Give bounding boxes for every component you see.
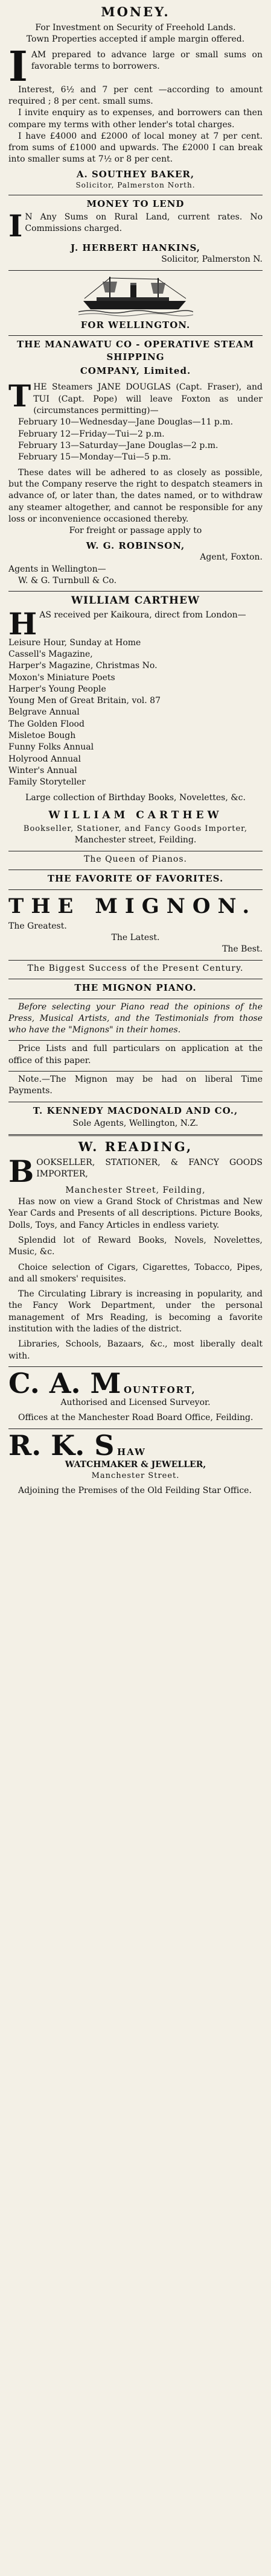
- sailing-item: February 13—Saturday—Jane Douglas—2 p.m.: [18, 441, 218, 451]
- mountfort-advert: [8, 1369, 263, 1424]
- mignon-tag-2: The Latest.: [111, 932, 160, 942]
- reading-body-3: Choice selection of Cigars, Cigarettes, Tobacco, Pipes, and all smokers' requisites.: [8, 1262, 263, 1284]
- sailing-schedule: [8, 417, 263, 463]
- reading-body-1: Has now on view a Grand Stock of Christmas and New Year Cards and Presents of all descriptions. Picture Books, Dolls, Toys, and Fancy Articles in endless variety.: [8, 1196, 263, 1230]
- sailing-item: February 10—Wednesday—Jane Douglas—11 p.m.: [18, 417, 234, 428]
- wellington-agent: W. G. ROBINSON,: [86, 540, 185, 551]
- wellington-agent-sub: Agent, Foxton.: [200, 552, 263, 563]
- reading-body-5: Libraries, Schools, Bazaars, &c., most liberally dealt with.: [8, 1339, 263, 1361]
- money-signer: A. SOUTHEY BAKER,: [76, 168, 195, 180]
- wellington-company-1: THE MANAWATU CO - OPERATIVE STEAM SHIPPING: [17, 339, 254, 363]
- lend-signer: J. HERBERT HANKINS,: [71, 242, 200, 253]
- mignon-piano-heading: THE MIGNON PIANO.: [74, 982, 197, 993]
- mountfort-initials: C. A. M: [8, 1367, 121, 1400]
- list-item: Family Storyteller: [8, 777, 86, 788]
- list-item: Harper's Magazine, Christmas No.: [8, 661, 158, 671]
- shaw-line: Adjoining the Premises of the Old Feilding Star Office.: [18, 1485, 252, 1495]
- sailing-item: February 12—Friday—Tui—2 p.m.: [18, 429, 165, 439]
- mignon-note: Note.—The Mignon may be had on liberal Time Payments.: [8, 1075, 263, 1096]
- reading-heading: W. READING,: [78, 1138, 193, 1154]
- lend-body: N Any Sums on Rural Land, current rates. No Commissions charged.: [25, 212, 263, 234]
- lend-advert: [8, 198, 263, 266]
- reading-advert: [8, 1138, 263, 1362]
- list-item: Misletoe Bough: [8, 731, 76, 741]
- mignon-success: The Biggest Success of the Present Century.: [27, 963, 244, 973]
- divider: [8, 270, 263, 271]
- divider: [8, 591, 263, 592]
- money-dropcap: I: [8, 42, 28, 91]
- wellington-agents-label: Agents in Wellington—: [8, 564, 106, 574]
- sailing-item: February 15—Monday—Tui—5 p.m.: [18, 452, 171, 462]
- shaw-advert: [8, 1428, 263, 1497]
- mignon-price: Price Lists and full particulars on application at the office of this paper.: [8, 1044, 263, 1065]
- wellington-company-2: COMPANY, Limited.: [80, 365, 191, 376]
- mignon-tag-1: The Greatest.: [8, 921, 67, 931]
- money-heading: MONEY.: [101, 4, 170, 19]
- list-item: The Golden Flood: [8, 719, 84, 729]
- wellington-dropcap: T: [8, 378, 31, 414]
- lend-heading: MONEY TO LEND: [86, 198, 185, 210]
- money-body-1: AM prepared to advance large or small sums on favorable terms to borrowers.: [31, 49, 263, 71]
- carthew-heading: WILLIAM CARTHEW: [71, 595, 200, 607]
- mountfort-line-1: Authorised and Licensed Surveyor.: [60, 1398, 211, 1408]
- wellington-notice: These dates will be adhered to as closely as possible, but the Company reserve the right to despatch steamers in advance of, or later than, the dates named, or to withdraw any steamer altogether, and cannot be responsible for any loss or inconvenience occasioned thereby.: [8, 467, 263, 524]
- reading-address: Manchester Street, Feilding,: [65, 1185, 206, 1195]
- wellington-intro: HE Steamers JANE DOUGLAS (Capt. Fraser), and TUI (Capt. Pope) will leave Foxton as under (circumstances permitting)—: [33, 382, 263, 416]
- reading-body-2: Splendid lot of Reward Books, Novels, Novelettes, Music, &c.: [8, 1235, 263, 1257]
- list-item: Belgrave Annual: [8, 707, 80, 718]
- queen-line: The Queen of Pianos.: [83, 854, 187, 864]
- lend-dropcap: I: [8, 207, 23, 244]
- list-item: Moxon's Miniature Poets: [8, 672, 115, 683]
- lend-signer-sub: Solicitor, Palmerston N.: [161, 254, 263, 265]
- mountfort-line-2: Offices at the Manchester Road Board Office, Feilding.: [18, 1413, 253, 1423]
- money-body-2: Interest, 6½ and 7 per cent —according to amount required ; 8 per cent. small sums.: [8, 84, 263, 106]
- reading-lead: OOKSELLER, STATIONER, & FANCY GOODS IMPORTER,: [36, 1157, 263, 1179]
- money-body-4: I have £4000 and £2000 of local money at 7 per cent. from sums of £1000 and upwards. The £2000 I can break into smaller sums at 7½ or 8 per cent.: [8, 131, 263, 165]
- money-body-3: I invite enquiry as to expenses, and borrowers can then compare my terms with other lender's total charges.: [8, 108, 263, 130]
- mignon-agent: T. KENNEDY MACDONALD AND CO.,: [33, 1105, 238, 1116]
- list-item: Cassell's Magazine,: [8, 649, 93, 659]
- reading-body-4: The Circulating Library is increasing in popularity, and the Fancy Work Department, under the personal management of Mrs Reading, is becoming a favorite institution with the ladies of the district.: [8, 1289, 263, 1334]
- divider: [8, 1134, 263, 1136]
- list-item: Holyrood Annual: [8, 754, 81, 764]
- money-advert: [8, 4, 263, 191]
- money-signer-sub: Solicitor, Palmerston North.: [75, 181, 196, 190]
- list-item: Leisure Hour, Sunday at Home: [8, 637, 141, 648]
- list-item: Harper's Young People: [8, 684, 106, 694]
- list-item: Young Men of Great Britain, vol. 87: [8, 696, 161, 706]
- reading-dropcap: B: [8, 1153, 34, 1189]
- carthew-book-list: [8, 637, 263, 789]
- carthew-advert: [8, 594, 263, 847]
- mignon-quote: Before selecting your Piano read the opinions of the Press, Musical Artists, and the Testimonials from those who have the "Mignons" in their homes.: [8, 1002, 263, 1035]
- wellington-advert: [8, 274, 263, 587]
- shaw-suffix: HAW: [116, 1446, 146, 1457]
- mignon-agent-sub: Sole Agents, Wellington, N.Z.: [72, 1119, 199, 1129]
- carthew-name-big: WILLIAM CARTHEW: [48, 809, 223, 821]
- carthew-trades: Bookseller, Stationer, and Fancy Goods Importer,: [23, 824, 248, 834]
- money-intro: For Investment on Security of Freehold Lands.: [35, 22, 236, 33]
- wellington-apply: For freight or passage apply to: [69, 526, 202, 536]
- steamship-illustration: [78, 274, 193, 317]
- shaw-trade: WATCHMAKER & JEWELLER,: [65, 1459, 206, 1470]
- list-item: Funny Folks Annual: [8, 742, 94, 753]
- list-item: Winter's Annual: [8, 766, 77, 776]
- wellington-heading: FOR WELLINGTON.: [80, 319, 191, 330]
- carthew-intro: AS received per Kaikoura, direct from London—: [39, 610, 246, 620]
- mignon-title: HE MIGNON.: [31, 894, 257, 918]
- carthew-address: Manchester street, Feilding.: [74, 835, 197, 845]
- mignon-tag-3: The Best.: [222, 944, 263, 955]
- mignon-advert: [8, 854, 263, 1130]
- carthew-dropcap: H: [8, 605, 37, 642]
- mountfort-suffix: OUNTFORT,: [123, 1384, 196, 1396]
- mignon-letter: T: [8, 894, 31, 918]
- carthew-extra: Large collection of Birthday Books, Novelettes, &c.: [25, 792, 246, 803]
- shaw-initials: R. K. S: [8, 1428, 115, 1462]
- money-intro-2: Town Properties accepted if ample margin offered.: [26, 34, 245, 45]
- wellington-agents-name: W. & G. Turnbull & Co.: [18, 575, 117, 586]
- shaw-address: Manchester Street.: [91, 1471, 180, 1480]
- mignon-heading: THE FAVORITE OF FAVORITES.: [47, 873, 224, 884]
